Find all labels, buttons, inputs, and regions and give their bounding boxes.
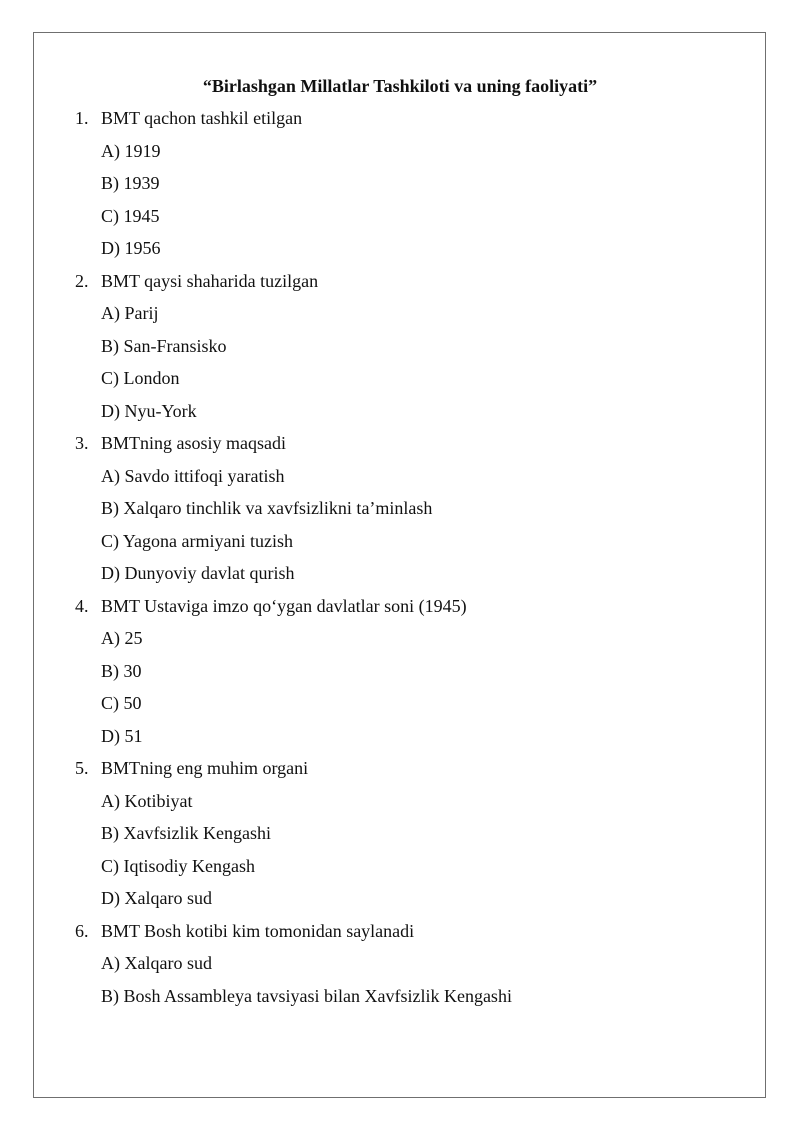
question-number: 3. bbox=[75, 433, 89, 453]
question-line bbox=[0, 756, 800, 789]
answer-option-d bbox=[0, 724, 800, 757]
answer-option-a bbox=[0, 626, 800, 659]
option-text: D) 1956 bbox=[101, 238, 161, 258]
question-number: 5. bbox=[75, 758, 89, 778]
question-line bbox=[0, 594, 800, 627]
option-text: C) Yagona armiyani tuzish bbox=[101, 530, 293, 551]
answer-option-b bbox=[0, 496, 800, 529]
option-text: D) Nyu-York bbox=[101, 400, 197, 421]
answer-option-a bbox=[0, 789, 800, 822]
option-text: C) Iqtisodiy Kengash bbox=[101, 855, 255, 876]
option-text: C) London bbox=[101, 368, 180, 388]
question-line bbox=[0, 269, 800, 302]
answer-option-a bbox=[0, 464, 800, 497]
option-text: A) 25 bbox=[101, 628, 143, 648]
question-text: BMTning eng muhim organi bbox=[101, 758, 309, 778]
answer-option-b bbox=[0, 984, 800, 1017]
answer-option-c bbox=[0, 691, 800, 724]
answer-option-c bbox=[0, 854, 800, 887]
question-number: 6. bbox=[75, 920, 89, 941]
option-text: B) 30 bbox=[101, 660, 142, 681]
option-text: B) Xavfsizlik Kengashi bbox=[101, 823, 271, 843]
option-text: C) 50 bbox=[101, 693, 142, 713]
answer-option-b bbox=[0, 334, 800, 367]
question-number: 1. bbox=[75, 108, 89, 128]
question-5 bbox=[0, 756, 800, 919]
answer-option-b bbox=[0, 171, 800, 204]
question-number: 2. bbox=[75, 270, 89, 291]
question-3 bbox=[0, 431, 800, 594]
answer-option-b bbox=[0, 821, 800, 854]
document-title: “Birlashgan Millatlar Tashkiloti va uning faoliyati” bbox=[202, 76, 598, 96]
answer-option-d bbox=[0, 399, 800, 432]
option-text: D) Dunyoviy davlat qurish bbox=[101, 563, 295, 583]
option-text: A) Savdo ittifoqi yaratish bbox=[101, 465, 285, 486]
answer-option-c bbox=[0, 366, 800, 399]
question-1 bbox=[0, 106, 800, 269]
question-text: BMT Bosh kotibi kim tomonidan saylanadi bbox=[101, 920, 415, 941]
question-text: BMT Ustaviga imzo qo‘ygan davlatlar soni (1945) bbox=[101, 595, 467, 616]
option-text: A) 1919 bbox=[101, 140, 161, 161]
answer-option-a bbox=[0, 951, 800, 984]
question-line bbox=[0, 106, 800, 139]
option-text: C) 1945 bbox=[101, 205, 160, 226]
question-4 bbox=[0, 594, 800, 757]
question-6 bbox=[0, 919, 800, 1017]
question-line bbox=[0, 919, 800, 952]
question-text: BMTning asosiy maqsadi bbox=[101, 433, 286, 453]
answer-option-c bbox=[0, 204, 800, 237]
option-text: A) Xalqaro sud bbox=[101, 953, 212, 973]
answer-option-a bbox=[0, 139, 800, 172]
option-text: D) 51 bbox=[101, 725, 143, 746]
question-2 bbox=[0, 269, 800, 432]
option-text: B) Xalqaro tinchlik va xavfsizlikni ta’minlash bbox=[101, 498, 433, 518]
option-text: B) Bosh Assambleya tavsiyasi bilan Xavfsizlik Kengashi bbox=[101, 985, 512, 1006]
option-text: A) Kotibiyat bbox=[101, 790, 193, 811]
answer-option-c bbox=[0, 529, 800, 562]
question-text: BMT qaysi shaharida tuzilgan bbox=[101, 270, 319, 291]
question-list bbox=[0, 106, 800, 1016]
option-text: B) San-Fransisko bbox=[101, 335, 227, 356]
question-number: 4. bbox=[75, 595, 89, 616]
option-text: D) Xalqaro sud bbox=[101, 888, 212, 908]
answer-option-d bbox=[0, 886, 800, 919]
option-text: B) 1939 bbox=[101, 173, 160, 193]
answer-option-a bbox=[0, 301, 800, 334]
question-line bbox=[0, 431, 800, 464]
option-text: A) Parij bbox=[101, 303, 159, 323]
answer-option-d bbox=[0, 561, 800, 594]
answer-option-b bbox=[0, 659, 800, 692]
answer-option-d bbox=[0, 236, 800, 269]
question-text: BMT qachon tashkil etilgan bbox=[101, 108, 303, 128]
